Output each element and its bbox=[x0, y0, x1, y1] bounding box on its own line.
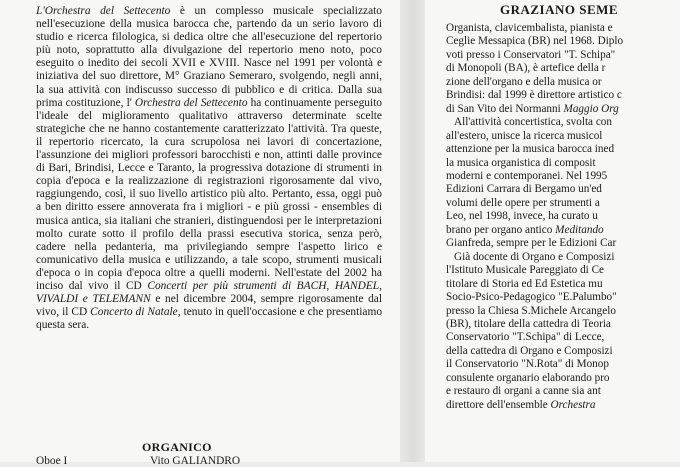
biography-line bbox=[446, 291, 680, 304]
biography-line-text: volumi delle opere per strumenti a bbox=[446, 196, 600, 209]
biography-line-text: (BR), titolare della cattedra di Teoria bbox=[446, 317, 611, 330]
biography-line-text: brano per organo antico bbox=[446, 223, 556, 236]
biography-line-text: l'Istituto Musicale Pareggiato di Ce bbox=[446, 264, 604, 277]
biography-line-italic: Maggio Org bbox=[563, 102, 619, 115]
biography-line-text: attenzione per la musica barocca ined bbox=[446, 143, 615, 156]
biography-line-text: il Conservatorio "N.Rota" di Monop bbox=[446, 358, 609, 371]
biography-line-italic: Orchestra bbox=[550, 398, 596, 411]
biography-line bbox=[446, 399, 680, 412]
biography-line bbox=[446, 143, 680, 156]
paragraph-text-run: ha continuamente perseguito l'ideale del miglioramento qualitativo attraverso determinate scelte strategiche che ne hanno costantemente caratterizzato l'attività. Tra queste, il repertorio ricercato, la cura scrupolosa nei lavori di concertazione, l'assunzione dei migliori professori barocchisti e non, attinti dalle province di Bari, Brindisi, Lecce e Taranto, la progressiva dotazione di strumenti in copia d'epoca e la realizzazione di registrazioni rigorosamente dal vivo, raggiungendo, così, il suo livello artistico più alto. Pertanto, essa, oggi può a ben diritto essere annoverata fra i migliori - e più grossi - ensembles di musica antica, sia italiani che stranieri, distinguendosi per le interpretazioni molto curate sotto il profilo della prassi esecutiva storica, senza però, cadere nella pedanteria, ma privilegiando sempre l'aspetto lirico e comunicativo della musica e utilizzando, a tale scopo, strumenti musicali d'epoca o in copia d'epoca oltre a quelli moderni. Nell'estate del 2002 ha inciso dal vivo il CD bbox=[36, 96, 383, 292]
biography-line-text: zione dell'organo e della musica or bbox=[446, 75, 602, 88]
biography-line-text: Conservatorio "T.Schipa" di Lecce, bbox=[446, 331, 605, 344]
biography-line bbox=[446, 62, 680, 75]
director-heading: GRAZIANO SEME bbox=[500, 2, 619, 17]
biography-line bbox=[446, 197, 680, 210]
biography-line-text: Leo, nel 1998, invece, ha curato u bbox=[446, 210, 598, 223]
biography-line bbox=[446, 116, 680, 129]
biography-line bbox=[446, 224, 680, 237]
paragraph-italic-run: Orchestra del Settecento bbox=[134, 96, 248, 109]
biography-line-text: Gianfreda, sempre per le Edizioni Car bbox=[446, 237, 617, 250]
biography-line-text: consulente organario elaborando pro bbox=[446, 371, 610, 384]
biography-line bbox=[446, 22, 680, 35]
paragraph-text-run: tenuto in quell'occasione e che presentiamo questa sera. bbox=[36, 306, 383, 332]
biography-line-text: Socio-Psico-Pedagogico "E.Palumbo" bbox=[446, 291, 617, 304]
biography-line bbox=[446, 385, 680, 398]
biography-line bbox=[446, 35, 680, 48]
biography-line bbox=[446, 103, 680, 116]
biography-line bbox=[446, 305, 680, 318]
page-gutter bbox=[400, 0, 425, 462]
orchestra-paragraph bbox=[36, 5, 382, 332]
biography-line bbox=[446, 264, 680, 277]
biography-line-text: all'estero, unisce la ricerca musicol bbox=[446, 129, 603, 142]
biography-line bbox=[446, 318, 680, 331]
biography-line bbox=[446, 157, 680, 170]
biography-line bbox=[446, 345, 680, 358]
biography-line bbox=[446, 358, 680, 371]
biography-line-text: titolare di Storia ed Ed Estetica mu bbox=[446, 277, 603, 290]
orchestra-description bbox=[36, 5, 382, 332]
paragraph-text-run: e nel dicembre 2004, sempre rigorosamente dal vivo, il CD bbox=[36, 293, 382, 319]
organico-role: Oboe I bbox=[36, 455, 68, 467]
director-biography bbox=[446, 22, 680, 412]
biography-line-text: di San Vito dei Normanni bbox=[446, 102, 564, 115]
biography-line bbox=[446, 251, 680, 264]
paragraph-italic-run: Concerti per più strumenti di BACH, HANDEL, VIVALDI e TELEMANN bbox=[36, 279, 382, 306]
biography-line bbox=[446, 331, 680, 344]
biography-line bbox=[446, 76, 680, 89]
biography-line-text: All'attività concertistica, svolta con bbox=[454, 116, 612, 129]
biography-line-text: moderni e contemporanei. Nel 1995 bbox=[446, 169, 608, 182]
biography-line bbox=[446, 237, 680, 250]
biography-line-text: della cattedra di Organo e Composizi bbox=[446, 344, 613, 357]
organico-row bbox=[36, 455, 240, 467]
organico-player: Vito GALIANDRO bbox=[150, 455, 241, 467]
biography-line bbox=[446, 183, 680, 196]
biography-line-text: la musica organistica di composit bbox=[446, 156, 596, 169]
paragraph-italic-run: Concerto di Natale, bbox=[90, 306, 181, 319]
organico-heading: ORGANICO bbox=[142, 440, 212, 454]
biography-line bbox=[446, 89, 680, 102]
biography-line-text: e restauro di organi a canne sia ant bbox=[446, 385, 601, 398]
biography-line bbox=[446, 49, 680, 62]
biography-line-text: Brindisi: dal 1999 è direttore artistico c bbox=[446, 89, 622, 102]
biography-line bbox=[446, 372, 680, 385]
paragraph-italic-run: L'Orchestra del Settecento bbox=[36, 5, 171, 17]
biography-line-text: voti presso i Conservatori "T. Schipa" bbox=[446, 48, 616, 61]
biography-line-text: presso la Chiesa S.Michele Arcangelo bbox=[446, 304, 616, 317]
paragraph-text-run: è un complesso musicale specializzato nell'esecuzione della musica barocca che, partendo da un serio lavoro di studio e ricerca filologica, si dedica oltre che all'esecuzione del repertorio più noto, soprattutto alla divulgazione del repertorio meno noto, poco eseguito o inedito dei secoli XVII e XVIII. Nasce nel 1991 per volontà e iniziativa del suo direttore, M° Graziano Semeraro, svolgendo, negli anni, la sua attività con indiscusso successo di pubblico e di critica. Dalla sua prima costituzione, l' bbox=[36, 5, 382, 109]
biography-line-text: Già docente di Organo e Composizi bbox=[454, 250, 615, 263]
biography-line-text: direttore dell'ensemble bbox=[446, 398, 551, 411]
biography-line bbox=[446, 278, 680, 291]
biography-line bbox=[446, 210, 680, 223]
biography-line-text: di Monopoli (BA), è artefice della r bbox=[446, 62, 606, 75]
biography-line-text: Edizioni Carrara di Bergamo un'ed bbox=[446, 183, 602, 196]
biography-line-italic: Meditando bbox=[555, 223, 604, 236]
biography-line-text: Organista, clavicembalista, pianista e bbox=[446, 22, 613, 34]
biography-line bbox=[446, 130, 680, 143]
biography-line-text: Ceglie Messapica (BR) nel 1968. Diplo bbox=[446, 35, 624, 48]
biography-line bbox=[446, 170, 680, 183]
